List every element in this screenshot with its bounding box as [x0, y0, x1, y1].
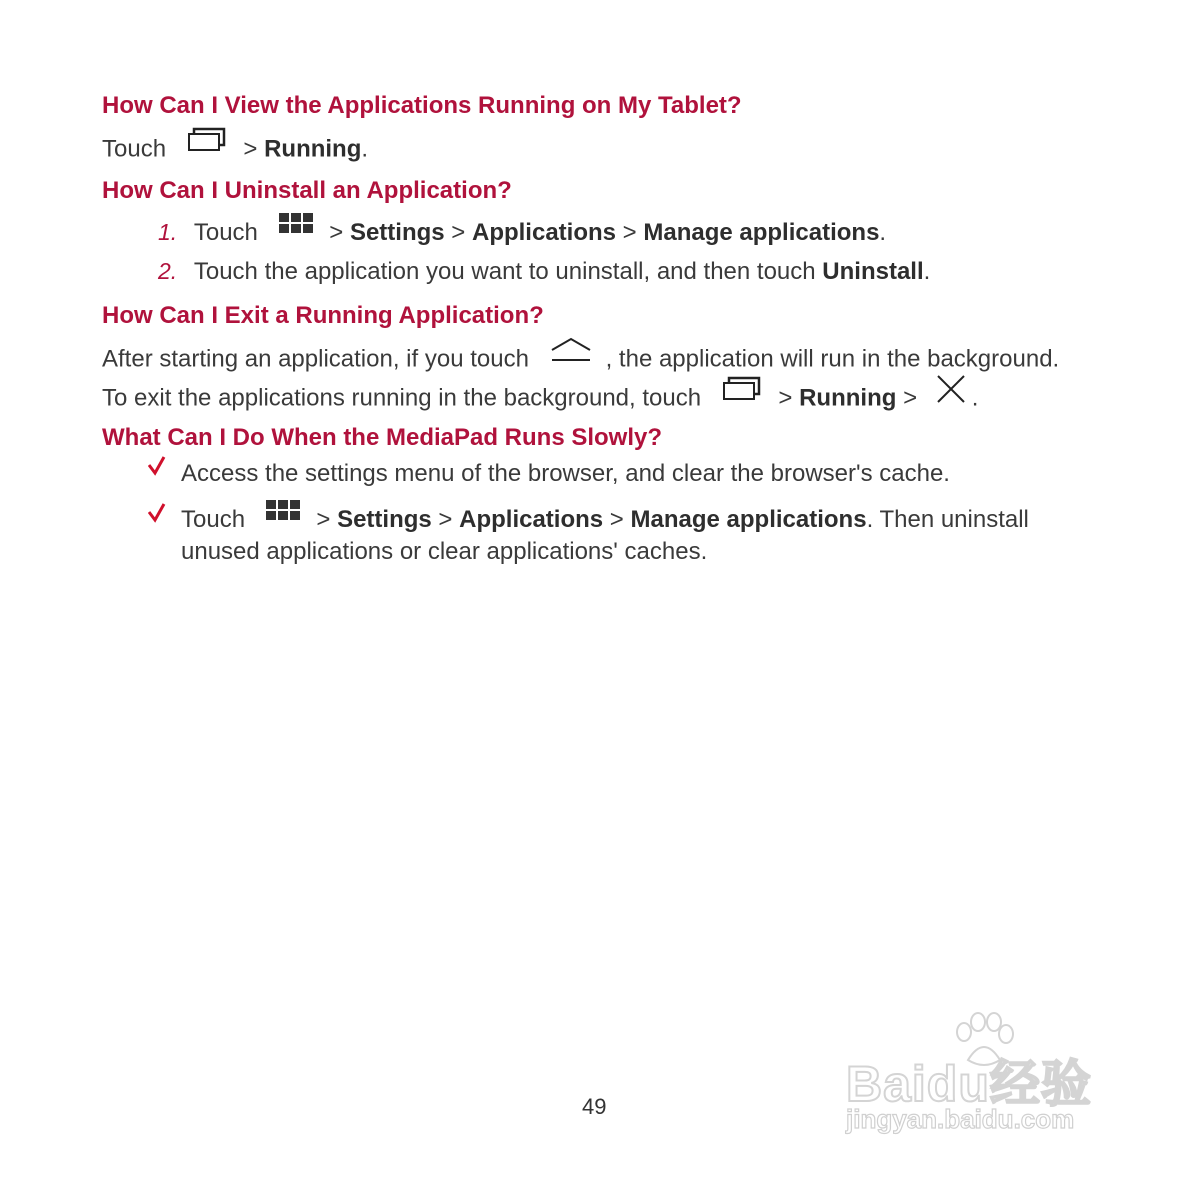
- watermark-url: jingyan.baidu.com: [846, 1104, 1075, 1134]
- separator: >: [444, 219, 472, 246]
- all-apps-icon: [266, 500, 300, 530]
- all-apps-icon: [279, 213, 313, 243]
- view-running-instruction: [102, 132, 368, 168]
- separator: >: [329, 219, 350, 246]
- checkmark-icon: [148, 456, 166, 482]
- uninstall-step-1: [158, 217, 886, 249]
- separator: >: [778, 384, 800, 412]
- manage-applications-label: Manage applications: [630, 506, 867, 533]
- close-icon: [936, 374, 966, 412]
- exit-running-line-1: [102, 343, 1059, 377]
- period: .: [879, 219, 887, 246]
- separator: >: [243, 135, 265, 163]
- line-text: . Then uninstall: [866, 506, 1029, 533]
- separator: >: [431, 506, 460, 533]
- heading-view-running: How Can I View the Applications Running on My Tablet?: [102, 92, 742, 119]
- uninstall-step-2: [158, 256, 930, 287]
- applications-label: Applications: [471, 219, 616, 246]
- step-text: Touch the application you want to uninstall, and then touch: [193, 258, 823, 285]
- touch-label: Touch: [193, 219, 258, 246]
- touch-label: Touch: [181, 506, 246, 533]
- running-label: Running: [264, 135, 362, 163]
- settings-label: Settings: [337, 506, 432, 533]
- heading-runs-slowly: What Can I Do When the MediaPad Runs Slowly?: [102, 424, 663, 451]
- heading-uninstall: How Can I Uninstall an Application?: [102, 177, 512, 204]
- tip-bullet-2-continued: unused applications or clear applications' caches.: [181, 538, 708, 565]
- separator: >: [603, 506, 631, 533]
- period: .: [923, 258, 931, 285]
- tip-bullet-2: [181, 505, 1029, 536]
- separator: >: [616, 219, 644, 246]
- settings-label: Settings: [349, 219, 445, 246]
- separator: >: [896, 384, 924, 412]
- home-icon: [550, 337, 592, 371]
- touch-label: Touch: [102, 135, 167, 163]
- running-label: Running: [799, 384, 897, 412]
- uninstall-label: Uninstall: [822, 258, 924, 285]
- line-text: , the application will run in the background.: [605, 345, 1060, 373]
- watermark-brand: Baidu经验: [846, 1056, 1092, 1112]
- period: .: [971, 384, 979, 412]
- line-text: To exit the applications running in the background, touch: [102, 384, 702, 412]
- separator: >: [316, 506, 338, 533]
- heading-exit-running: How Can I Exit a Running Application?: [102, 302, 544, 329]
- step-number: 2.: [158, 258, 178, 284]
- step-number: 1.: [158, 219, 178, 245]
- checkmark-icon: [148, 503, 166, 529]
- recent-apps-icon: [187, 126, 227, 162]
- baidu-watermark: [840, 1012, 1130, 1142]
- period: .: [361, 135, 369, 163]
- manage-applications-label: Manage applications: [643, 219, 880, 246]
- recent-apps-icon: [722, 375, 762, 411]
- tip-bullet-1: Access the settings menu of the browser, and clear the browser's cache.: [181, 460, 950, 487]
- line-text: After starting an application, if you touch: [102, 345, 529, 373]
- exit-running-line-2: [102, 380, 978, 418]
- page-number: 49: [582, 1094, 607, 1119]
- applications-label: Applications: [459, 506, 604, 533]
